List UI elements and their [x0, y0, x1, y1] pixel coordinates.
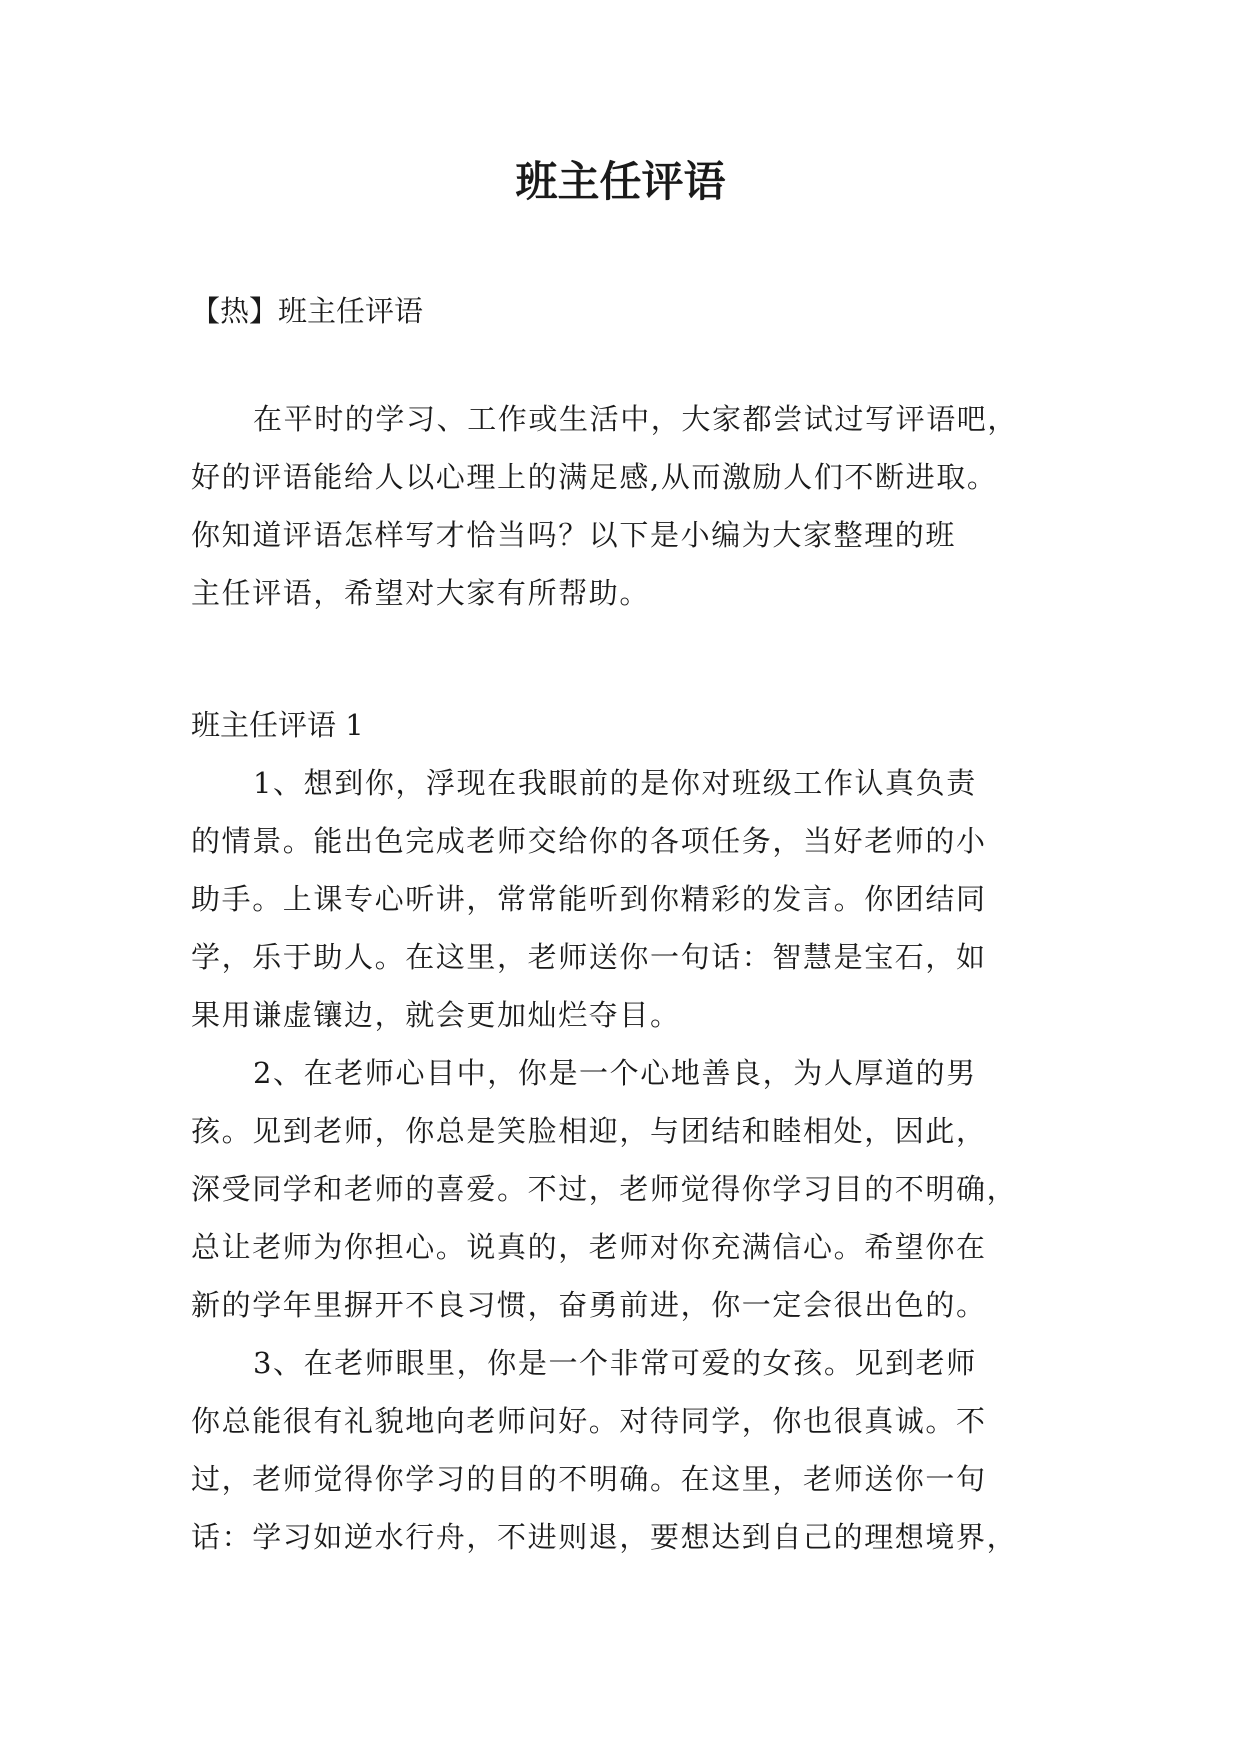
comment-line: 孩。见到老师，你总是笑脸相迎，与团结和睦相处，因此，: [191, 1114, 987, 1148]
comment-line: 新的学年里摒开不良习惯，奋勇前进，你一定会很出色的。: [191, 1288, 987, 1322]
document-title: 班主任评语: [515, 157, 726, 206]
comment-line: 总让老师为你担心。说真的，老师对你充满信心。希望你在: [191, 1230, 987, 1264]
comment-line: 你总能很有礼貌地向老师问好。对待同学，你也很真诚。不: [191, 1404, 987, 1438]
comment-line: 1、想到你，浮现在我眼前的是你对班级工作认真负责: [253, 766, 977, 800]
comment-line: 的情景。能出色完成老师交给你的各项任务，当好老师的小: [191, 824, 987, 858]
comment-line: 过，老师觉得你学习的目的不明确。在这里，老师送你一句: [191, 1462, 987, 1496]
comment-line: 3、在老师眼里，你是一个非常可爱的女孩。见到老师: [253, 1346, 977, 1380]
comments-body: [191, 754, 1071, 1566]
comment-line: 学，乐于助人。在这里，老师送你一句话：智慧是宝石，如: [191, 940, 987, 974]
intro-line: 好的评语能给人以心理上的满足感,从而激励人们不断进取。: [191, 460, 998, 494]
comment-line: 助手。上课专心听讲，常常能听到你精彩的发言。你团结同: [191, 882, 987, 916]
section-heading: 班主任评语 1: [191, 708, 364, 742]
intro-line: 在平时的学习、工作或生活中，大家都尝试过写评语吧，: [253, 402, 1019, 436]
document-subtitle: 【热】班主任评语: [191, 294, 424, 328]
comment-line: 2、在老师心目中，你是一个心地善良，为人厚道的男: [253, 1056, 977, 1090]
intro-line: 你知道评语怎样写才恰当吗？以下是小编为大家整理的班: [191, 518, 957, 552]
comment-line: 话：学习如逆水行舟，不进则退，要想达到自己的理想境界，: [191, 1520, 1018, 1554]
intro-line: 主任评语，希望对大家有所帮助。: [191, 576, 651, 610]
comment-line: 果用谦虚镶边，就会更加灿烂夺目。: [191, 998, 681, 1032]
intro-paragraph: [191, 390, 1071, 622]
comment-line: 深受同学和老师的喜爱。不过，老师觉得你学习目的不明确，: [191, 1172, 1018, 1206]
